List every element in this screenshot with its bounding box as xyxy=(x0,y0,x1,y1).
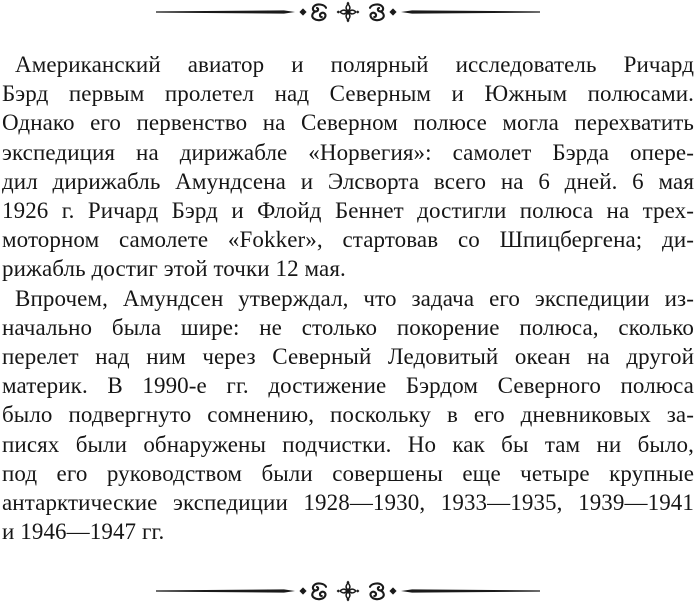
text-line: Однако его первенство на Северном полюсе могла перехватить xyxy=(2,110,694,136)
text-line: под его руководством были совершены еще четыре крупные xyxy=(2,460,694,486)
text-line: антарктические экспедиции 1928—1930, 1933—1935, 1939—1941 xyxy=(2,490,694,516)
text-line: начально была шире: не столько покорение полюса, сколько xyxy=(2,314,694,340)
text-line: материк. В 1990-е гг. достижение Бэрдом Северного полюса xyxy=(2,373,694,399)
text-line: 1926 г. Ричард Бэрд и Флойд Беннет достигли полюса на трех- xyxy=(2,198,694,224)
paragraph-1 xyxy=(2,50,694,284)
fleuron-divider-icon xyxy=(156,1,540,23)
text-line: перелет над ним через Северный Ледовитый океан на другой xyxy=(2,344,694,370)
text-line: было подвергнуто сомнению, поскольку в его дневниковых за- xyxy=(2,402,694,428)
text-line: моторном самолете «Fokker», стартовав со Шпицбергена; ди- xyxy=(2,227,694,253)
top-divider-ornament xyxy=(156,1,540,23)
paragraph-2 xyxy=(2,284,694,547)
text-line: Бэрд первым пролетел над Северным и Южным полюсами. xyxy=(2,81,694,107)
text-line: и 1946—1947 гг. xyxy=(2,519,165,545)
text-line: рижабль достиг этой точки 12 мая. xyxy=(2,256,346,282)
text-line: Американский авиатор и полярный исследователь Ричард xyxy=(15,52,694,77)
text-line: писях были обнаружены подчистки. Но как бы там ни было, xyxy=(2,431,694,457)
text-line: экспедиция на дирижабле «Норвегия»: самолет Бэрда опере- xyxy=(2,139,694,165)
text-line: дил дирижабль Амундсена и Элсворта всего на 6 дней. 6 мая xyxy=(2,168,694,194)
text-line: Впрочем, Амундсен утверждал, что задача его экспедиции из- xyxy=(15,285,694,311)
fleuron-divider-icon xyxy=(156,580,540,602)
page-text xyxy=(2,50,694,546)
bottom-divider-ornament xyxy=(156,580,540,602)
